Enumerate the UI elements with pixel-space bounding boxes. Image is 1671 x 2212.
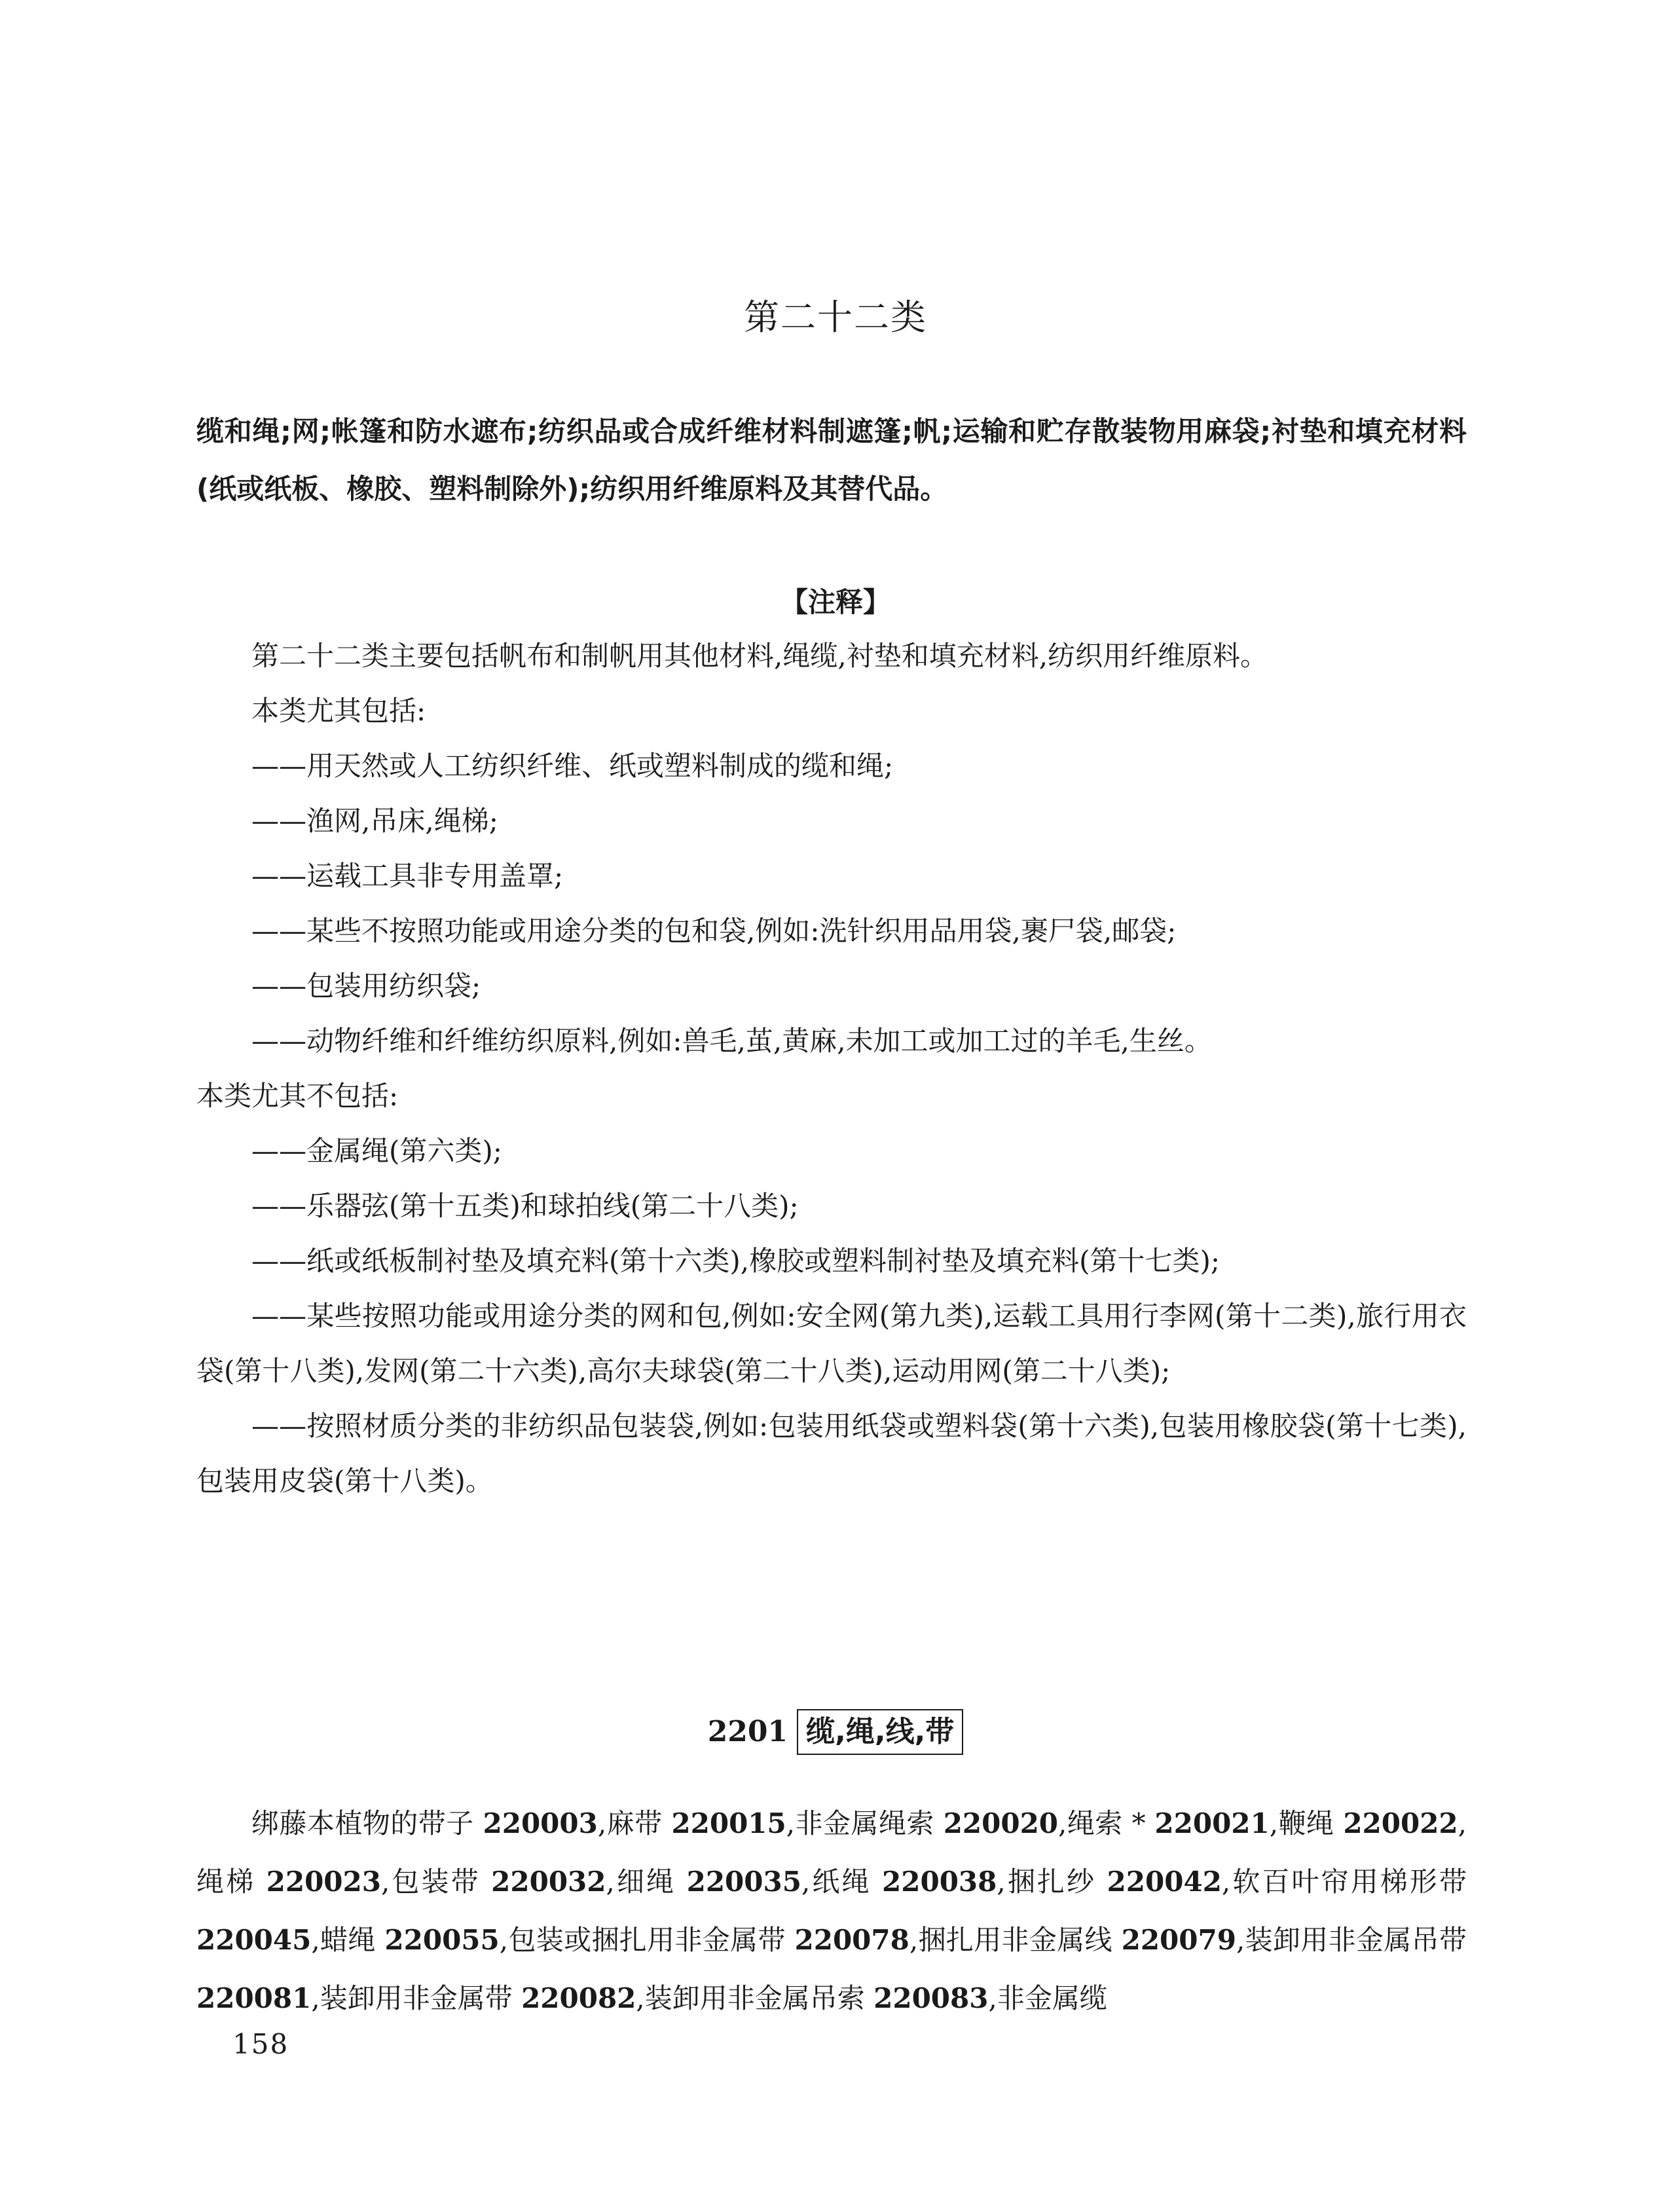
- excludes-item: ——某些按照功能或用途分类的网和包,例如:安全网(第九类),运载工具用行李网(第十二类),旅行用衣袋(第十八类),发网(第二十六类),高尔夫球袋(第二十八类),运动用网(第二十八类);: [196, 1300, 1467, 1387]
- goods-item: [320, 1924, 500, 1956]
- excludes-item: ——按照材质分类的非纺织品包装袋,例如:包装用纸袋或塑料袋(第十六类),包装用橡胶袋(第十七类),包装用皮袋(第十八类)。: [196, 1410, 1467, 1497]
- goods-code: 220082: [521, 1982, 636, 2014]
- goods-name: 装卸用非金属带: [320, 1982, 522, 2014]
- goods-code: 220032: [491, 1866, 606, 1898]
- goods-code: 220023: [266, 1866, 381, 1898]
- goods-item: [810, 1866, 997, 1898]
- goods-code: 220015: [671, 1807, 786, 1839]
- goods-name: 捆扎用非金属线: [918, 1924, 1122, 1956]
- includes-item: ——动物纤维和纤维纺织原料,例如:兽毛,茧,黄麻,未加工或加工过的羊毛,生丝。: [251, 1025, 1212, 1057]
- goods-code: 220083: [873, 1982, 989, 2014]
- goods-code: 220020: [943, 1807, 1059, 1839]
- goods-item: [390, 1866, 606, 1898]
- goods-name: 绳梯: [196, 1866, 266, 1898]
- goods-paragraph: 绑藤本植物的带子 220003,麻带 220015,非金属绳索 220020,绳索 * 220021,鞭绳 220022,绳梯 220023,包装带 220032,细绳 220035,纸绳 220038,捆扎纱 220042,软百叶帘用梯形带 220045,蜡绳 220055,包装或捆扎用非金属带 220078,捆扎用非金属线 220079,装卸用非金属吊带 220081,装卸用非金属带 220082,装卸用非金属吊索 220083,非金属缆: [196, 1807, 1467, 2014]
- class-heading: 缆和绳;网;帐篷和防水遮布;纺织品或合成纤维材料制遮篷;帆;运输和贮存散装物用麻袋;衬垫和填充材料(纸或纸板、橡胶、塑料制除外);纺织用纤维原料及其替代品。: [196, 415, 1467, 505]
- includes-item: ——某些不按照功能或用途分类的包和袋,例如:洗针织用品用袋,裹尸袋,邮袋;: [251, 915, 1177, 947]
- group-heading: [0, 1706, 1671, 1758]
- goods-item: [918, 1924, 1236, 1956]
- goods-name: 装卸用非金属吊索: [644, 1982, 874, 2014]
- goods-name: 装卸用非金属吊带: [1245, 1924, 1467, 1956]
- goods-name: 麻带: [606, 1807, 672, 1839]
- excludes-label: 本类尤其不包括:: [196, 1080, 399, 1112]
- goods-name: 绳索 *: [1067, 1807, 1155, 1839]
- goods-item: [196, 1866, 381, 1898]
- goods-name: 软百叶帘用梯形带: [1230, 1866, 1467, 1898]
- includes-label: 本类尤其包括:: [251, 695, 426, 727]
- includes-item: ——包装用纺织袋;: [251, 970, 481, 1002]
- class-title: 第二十二类: [744, 297, 927, 338]
- goods-name: 细绳: [614, 1866, 687, 1898]
- goods-code: 220079: [1121, 1924, 1236, 1956]
- goods-item: [1006, 1866, 1222, 1898]
- excludes-item: ——纸或纸板制衬垫及填充料(第十六类),橡胶或塑料制衬垫及填充料(第十七类);: [251, 1245, 1221, 1277]
- goods-code: 220035: [686, 1866, 801, 1898]
- goods-code: 220003: [483, 1807, 598, 1839]
- goods-item: [615, 1866, 801, 1898]
- goods-code: 220021: [1154, 1807, 1270, 1839]
- goods-name: 蜡绳: [320, 1924, 385, 1956]
- goods-code: 220078: [794, 1924, 909, 1956]
- page-number: 158: [232, 2028, 289, 2060]
- goods-item: [508, 1924, 909, 1956]
- goods-item: [645, 1982, 989, 2014]
- includes-item: ——用天然或人工纺织纤维、纸或塑料制成的缆和绳;: [251, 750, 894, 782]
- goods-code: 220045: [196, 1924, 312, 1956]
- goods-code: 220022: [1343, 1807, 1458, 1839]
- goods-name: 非金属缆: [997, 1982, 1107, 2014]
- goods-list: [196, 1794, 1467, 2027]
- group-title: 缆,绳,线,带: [797, 1709, 963, 1755]
- goods-item: [795, 1807, 1058, 1839]
- goods-item: [320, 1982, 636, 2014]
- notes-intro: 第二十二类主要包括帆布和制帆用其他材料,绳缆,衬垫和填充材料,纺织用纤维原料。: [251, 640, 1268, 672]
- goods-item: [606, 1807, 786, 1839]
- notes-section: [196, 629, 1467, 1509]
- goods-item: [251, 1807, 598, 1839]
- excludes-item: ——金属绳(第六类);: [251, 1135, 502, 1167]
- goods-name: 捆扎纱: [1005, 1866, 1107, 1898]
- goods-name: 鞭绳: [1278, 1807, 1344, 1839]
- goods-name: 包装带: [390, 1866, 492, 1898]
- includes-item: ——运载工具非专用盖罩;: [251, 860, 564, 892]
- goods-code: 220042: [1107, 1866, 1222, 1898]
- goods-code: 220055: [384, 1924, 500, 1956]
- goods-name: 包装或捆扎用非金属带: [508, 1924, 795, 1956]
- notes-title: 【注释】: [780, 586, 891, 618]
- goods-code: 220081: [196, 1982, 312, 2014]
- goods-name: 绑藤本植物的带子: [251, 1807, 483, 1839]
- goods-item: [1067, 1807, 1269, 1839]
- group-code: 2201: [707, 1715, 788, 1748]
- includes-item: ——渔网,吊床,绳梯;: [251, 805, 498, 837]
- goods-name: 非金属绳索: [795, 1807, 944, 1839]
- goods-code: 220038: [882, 1866, 997, 1898]
- goods-name: 纸绳: [810, 1866, 883, 1898]
- excludes-item: ——乐器弦(第十五类)和球拍线(第二十八类);: [251, 1190, 799, 1222]
- goods-item: [1278, 1807, 1458, 1839]
